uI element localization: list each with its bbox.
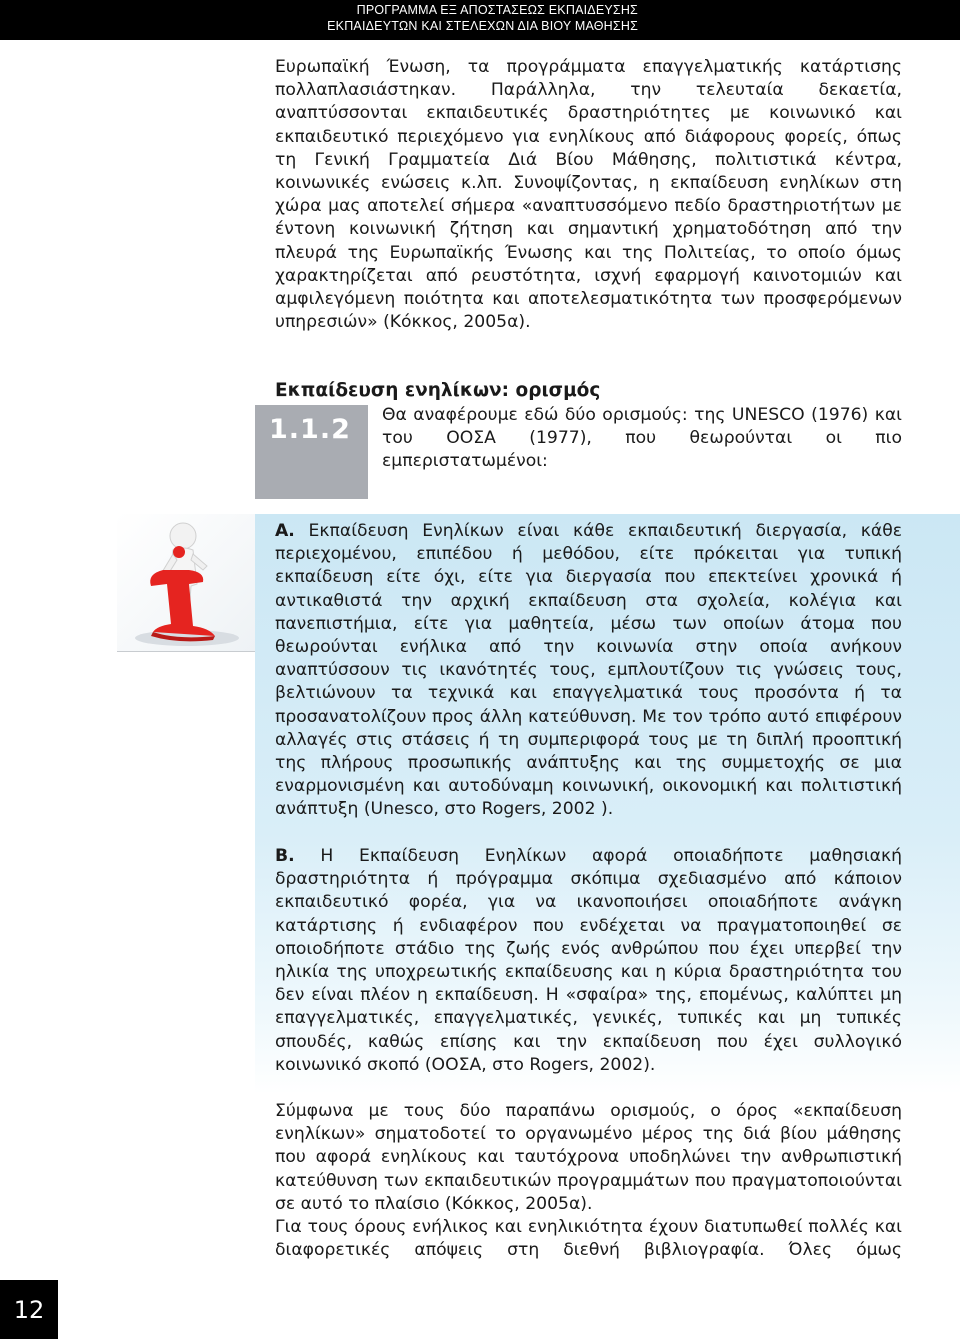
- paragraph-top: Ευρωπαϊκή Ένωση, τα προγράμματα επαγγελματικής κατάρτισης πολλαπλασιάστηκαν. Παράλληλα, την τελευταία δεκαετία, αναπτύσσονται εκπαιδευτικές δραστηριότητες με κοινωνικό και εκπαιδευτικό περιεχόμενο για ενηλίκους από διάφορους φορείς, όπως τη Γενική Γραμματεία Διά Βίου Μάθησης, πολιτιστικά κέντρα, κοινωνικές ενώσεις κ.λπ. Συνοψίζοντας, η εκπαίδευση ενηλίκων στη χώρα μας αποτελεί σήμερα «αναπτυσσόμενο πεδίο δραστηριοτήτων με έντονη κοινωνική ζήτηση και σημαντική χρηματοδότηση από την πλευρά της Ευρωπαϊκής Ένωσης και της Πολιτείας, το οποίο όμως χαρακτηρίζεται από ρευστότητα, ισχνή εφαρμογή καινοτομιών και αμφιλεγόμενη ποιότητα και αποτελεσματικότητα των προσφερόμενων υπηρεσιών» (Κόκκος, 2005α).: [275, 57, 902, 333]
- header-line-1: ΠΡΟΓΡΑΜΜΑ ΕΞ ΑΠΟΣΤΑΣΕΩΣ ΕΚΠΑΙΔΕΥΣΗΣ: [356, 3, 638, 17]
- definition-b: [275, 845, 902, 1077]
- section-number: 1.1.2: [269, 414, 351, 445]
- closing-paragraph-1: Σύμφωνα με τους δύο παραπάνω ορισμούς, ο όρος «εκπαίδευση ενηλίκων» σηματοδοτεί το οργανωμένο μέρος της διά βίου μάθησης που αφορά ενηλίκους και ταυτόχρονα υποδηλώνει την ανθρωπιστική κατεύθυνση των εκπαιδευτικών προγραμμάτων που πραγματοποιούνται σε αυτό το πλαίσιο (Κόκκος, 2005α).: [275, 1101, 902, 1214]
- page-header: [0, 0, 960, 40]
- person-red-i-icon: [117, 514, 255, 652]
- definition-a: [275, 520, 902, 822]
- page-number: 12: [0, 1280, 58, 1339]
- closing-paragraph-2: Για τους όρους ενήλικος και ενηλικιότητα έχουν διατυπωθεί πολλές και διαφορετικές απόψεις στη διεθνή βιβλιογραφία. Όλες όμως: [275, 1217, 902, 1261]
- header-line-2: ΕΚΠΑΙΔΕΥΤΩΝ ΚΑΙ ΣΤΕΛΕΧΩΝ ΔΙΑ ΒΙΟΥ ΜΑΘΗΣΗΣ: [327, 19, 638, 33]
- figure-illustration: [117, 514, 255, 652]
- section-heading: Εκπαίδευση ενηλίκων: ορισμός: [275, 380, 601, 401]
- section-intro: Θα αναφέρουμε εδώ δύο ορισμούς: της UNESCO (1976) και του ΟΟΣΑ (1977), που θεωρούνται οι πιο εμπεριστατωμένοι:: [382, 405, 902, 472]
- definition-a-text: Εκπαίδευση Ενηλίκων είναι κάθε εκπαιδευτική διεργασία, κάθε περιεχομένου, επιπέδου ή μεθόδου, είτε πρόκειται για τυπική εκπαίδευση είτε όχι, είτε για διεργασία που επεκτείνει χρονικά ή αντικαθιστά την αρχική εκπαίδευση στα σχολεία, κολέγια και πανεπιστήμια, είτε για μαθητεία, μέσω των οποίων άτομα που θεωρούνται ενήλικα από την κοινωνία στην οποία ανήκουν αναπτύσσουν τις ικανότητές τους, εμπλουτίζουν τις γνώσεις τους, βελτιώνουν τα τεχνικά και επαγγελματικά τους προσόντα ή τα προσανατολίζουν προς άλλη κατεύθυνση. Με τον τρόπο αυτό επιφέρουν αλλαγές στις στάσεις ή τη συμπεριφορά τους με τη διπλή προοπτική της πλήρους προσωπικής ανάπτυξης και της συμμετοχής σε μια εναρμονισμένη και αυτοδύναμη κοινωνική, οικονομική και πολιτιστική ανάπτυξη (Unesco, στο Rogers, 2002 ).: [275, 521, 902, 820]
- figure-divider: [117, 651, 255, 652]
- definition-b-text: Η Εκπαίδευση Ενηλίκων αφορά οποιαδήποτε μαθησιακή δραστηριότητα ή πρόγραμμα σκόπιμα σχεδιασμένο από κάποιον εκπαιδευτικό φορέα, για να ικανοποιήσει οποιαδήποτε ανάγκη κατάρτισης ή ενδιαφέρον που ενδέχεται να πραγματοποιηθεί σε οποιοδήποτε στάδιο της ζωής ενός ανθρώπου που έχει υπερβεί την ηλικία της υποχρεωτικής εκπαίδευσης και η κύρια δραστηριότητα του δεν είναι πλέον η εκπαίδευση. Η «σφαίρα» της, επομένως, καλύπτει μη επαγγελματικές, επαγγελματικές, γενικές, τυπικές και μη τυπικές σπουδές, καθώς επίσης και την εκπαίδευση που έχει συλλογικό κοινωνικό σκοπό (ΟΟΣΑ, στο Rogers, 2002).: [275, 846, 902, 1075]
- definition-a-marker: Α.: [275, 521, 295, 541]
- definition-b-marker: Β.: [275, 846, 295, 866]
